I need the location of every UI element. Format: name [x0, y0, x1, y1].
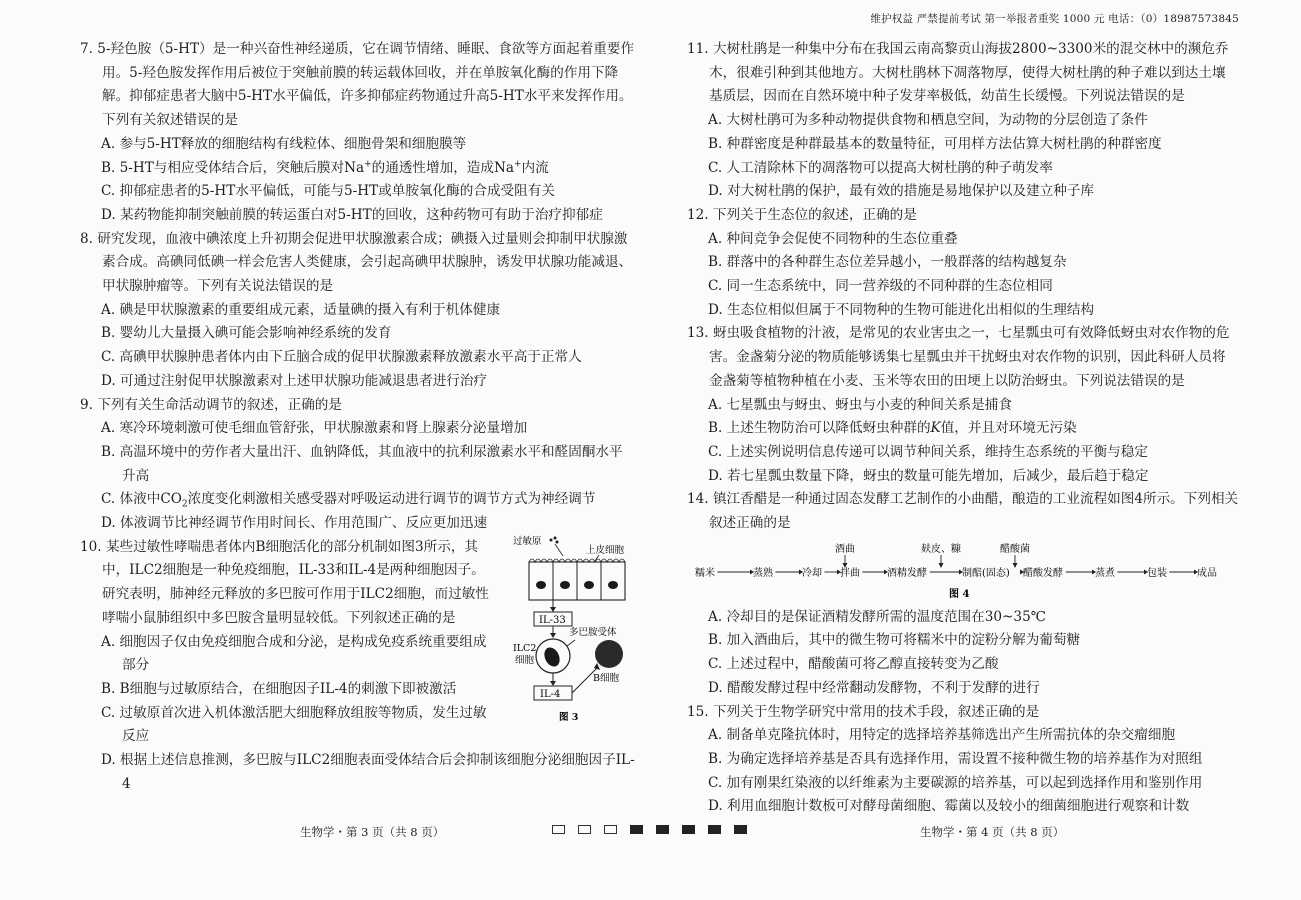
- q7-option-a: A. 参与5-HT释放的细胞结构有线粒体、细胞骨架和细胞膜等: [101, 135, 467, 152]
- right-column: [687, 38, 1239, 819]
- q8-option-c: C. 高碘甲状腺肿患者体内由下丘脑合成的促甲状腺激素释放激素水平高于正常人: [101, 349, 582, 366]
- q10-option-a: A. 细胞因子仅由免疫细胞合成和分泌，是构成免疫系统重要组成部分: [101, 633, 487, 674]
- fig3-bcell-label: B细胞: [593, 672, 619, 684]
- q13-b-post: 值，并且对环境无污染: [940, 420, 1077, 437]
- q12-option-c: C. 同一生态系统中，同一营养级的不同种群的生态位相同: [708, 278, 1053, 295]
- fig3-il4-label: IL-4: [540, 688, 561, 700]
- q9-c-pre: C. 体液中CO: [101, 491, 182, 508]
- flow-step: 冷却: [802, 567, 822, 579]
- fig3-epithelial-label: 上皮细胞: [586, 544, 625, 556]
- flow-step: 制醅(固态): [962, 567, 1010, 579]
- mark-solid: [708, 825, 721, 834]
- fig4-jiuqu-label: 酒曲: [835, 543, 855, 555]
- question-14: [687, 488, 1239, 700]
- fig3-caption: 图 3: [559, 711, 579, 723]
- q10-text: [80, 536, 498, 749]
- q11-option-b: B. 种群密度是种群最基本的数量特征，可用样方法估算大树杜鹃的种群密度: [708, 135, 1162, 152]
- q12-option-d: D. 生态位相似但属于不同物种的生物可能进化出相似的生理结构: [708, 301, 1095, 318]
- q12-option-b: B. 群落中的各种群生态位差异越小，一般群落的结构越复杂: [708, 254, 1067, 271]
- question-7: [80, 38, 635, 228]
- figure-3: [513, 534, 641, 724]
- q7-option-c: C. 抑郁症患者的5-HT水平偏低，可能与5-HT或单胺氧化酶的合成受阻有关: [101, 183, 555, 200]
- question-9: [80, 394, 635, 536]
- q8-option-b: B. 婴幼儿大量摄入碘可能会影响神经系统的发育: [101, 325, 392, 342]
- q9-option-c: [80, 488, 635, 512]
- q10-option-d: D. 根据上述信息推测，多巴胺与ILC2细胞表面受体结合后会抑制该细胞分泌细胞因子IL-4: [101, 752, 635, 792]
- fig3-cell-label: 细胞: [515, 654, 535, 666]
- flow-step: 糯米: [695, 567, 715, 579]
- q15-stem: 15. 下列关于生物学研究中常用的技术手段，叙述正确的是: [687, 703, 1040, 720]
- q15-option-d: D. 利用血细胞计数板可对酵母菌细胞、霉菌以及较小的细菌细胞进行观察和计数: [708, 798, 1190, 815]
- q11-option-c: C. 人工清除林下的凋落物可以提高大树杜鹃的种子萌发率: [708, 159, 1053, 176]
- flow-step: 酒精发酵: [887, 567, 927, 579]
- plus-sup: +: [364, 158, 372, 169]
- flow-step: 蒸熟: [753, 567, 773, 579]
- q13-option-c: C. 上述实例说明信息传递可以调节种间关系，维持生态系统的平衡与稳定: [708, 443, 1148, 460]
- q9-option-b: B. 高温环境中的劳作者大量出汗、血钠降低，其血液中的抗利尿激素水平和醛固酮水平升高: [101, 443, 623, 484]
- q11-option-a: A. 大树杜鹃可为多种动物提供食物和栖息空间，为动物的分层创造了条件: [708, 112, 1148, 129]
- q7-option-b: [80, 157, 635, 181]
- q13-b-pre: B. 上述生物防治可以降低蚜虫种群的: [708, 420, 931, 437]
- header-notice: 维护权益 严禁提前考试 第一举报者重奖 1000 元 电话：（0）18987573845: [870, 13, 1239, 25]
- q10-stem: 10. 某些过敏性哮喘患者体内B细胞活化的部分机制如图3所示，其中，ILC2细胞是一种免疫细胞，IL-33和IL-4是两种细胞因子。研究表明，肺神经元释放的多巴胺可作用于ILC2细胞，而过敏性哮喘小鼠肺组织中多巴胺含量明显较低。下列叙述正确的是: [80, 538, 489, 626]
- mark-hollow: [578, 825, 591, 834]
- question-13: [687, 322, 1239, 488]
- fig3-ilc2-label: ILC2: [513, 642, 537, 654]
- fig4-caption: 图 4: [949, 588, 970, 600]
- q8-option-a: A. 碘是甲状腺激素的重要组成元素，适量碘的摄入有利于机体健康: [101, 301, 501, 318]
- q15-option-a: A. 制备单克隆抗体时，用特定的选择培养基筛选出产生所需抗体的杂交瘤细胞: [708, 727, 1176, 744]
- fig3-il33-label: IL-33: [539, 614, 566, 626]
- q14-option-c: C. 上述过程中，醋酸菌可将乙醇直接转变为乙酸: [708, 656, 999, 673]
- q10-option-b: B. B细胞与过敏原结合，在细胞因子IL-4的刺激下即被激活: [101, 680, 457, 697]
- figure-4: [687, 542, 1239, 604]
- question-11: [687, 38, 1239, 204]
- plus-sup: +: [514, 158, 522, 169]
- mark-solid: [656, 825, 669, 834]
- q14-option-d: D. 醋酸发酵过程中经常翻动发酵物，不利于发酵的进行: [708, 679, 1040, 696]
- q9-stem: 9. 下列有关生命活动调节的叙述，正确的是: [80, 396, 342, 413]
- q11-stem: 11. 大树杜鹃是一种集中分布在我国云南高黎贡山海拔2800~3300米的混交林中的濒危乔木，很难引种到其他地方。大树杜鹃林下凋落物厚，使得大树杜鹃的种子难以到达土壤基质层，因而在自然环境中种子发芽率极低，幼苗生长缓慢。下列说法错误的是: [687, 41, 1229, 105]
- q7-b-post: 内流: [521, 159, 549, 176]
- flow-diagram: [687, 542, 1239, 604]
- q8-option-d: D. 可通过注射促甲状腺激素对上述甲状腺功能减退患者进行治疗: [101, 372, 488, 389]
- q14-option-b: B. 加入酒曲后，其中的微生物可将糯米中的淀粉分解为葡萄糖: [708, 632, 1081, 649]
- q7-b-mid: 的通透性增加，造成Na: [371, 159, 514, 176]
- epithelial-cells: [529, 559, 625, 600]
- flow-step: 成品: [1197, 567, 1217, 579]
- mark-hollow: [604, 825, 617, 834]
- q7-option-d: D. 某药物能抑制突触前膜的转运蛋白对5-HT的回收，这种药物可有助于治疗抑郁症: [101, 206, 603, 223]
- question-15: [687, 701, 1239, 820]
- q13-option-a: A. 七星瓢虫与蚜虫、蚜虫与小麦的种间关系是捕食: [708, 396, 1012, 413]
- mark-hollow: [552, 825, 565, 834]
- fig4-fupi-label: 麸皮、糠: [921, 543, 961, 555]
- mark-solid: [682, 825, 695, 834]
- question-8: [80, 228, 635, 394]
- left-column: [80, 38, 635, 797]
- q9-c-post: 浓度变化刺激相关感受器对呼吸运动进行调节的调节方式为神经调节: [187, 491, 596, 508]
- q14-option-a: A. 冷却目的是保证酒精发酵所需的温度范围在30~35℃: [708, 608, 1046, 625]
- q9-option-d: D. 体液调节比神经调节作用时间长、作用范围广、反应更加迅速: [101, 515, 488, 532]
- q11-option-d: D. 对大树杜鹃的保护，最有效的措施是易地保护以及建立种子库: [708, 183, 1095, 200]
- page-marks: [552, 825, 747, 834]
- footer-page-3: 生物学・第 3 页（共 8 页）: [300, 825, 445, 839]
- flow-step: 拌曲: [840, 567, 860, 579]
- q10-option-c: C. 过敏原首次进入机体激活肥大细胞释放组胺等物质，发生过敏反应: [101, 704, 487, 745]
- q15-option-b: B. 为确定选择培养基是否具有选择作用，需设置不接种微生物的培养基作为对照组: [708, 750, 1203, 767]
- q8-stem: 8. 研究发现，血液中碘浓度上升初期会促进甲状腺激素合成；碘摄入过量则会抑制甲状腺激素合成。高碘同低碘一样会危害人类健康，会引起高碘甲状腺肿，诱发甲状腺功能减退、甲状腺肿瘤等。下列有关说法错误的是: [80, 230, 633, 295]
- two-sub: 2: [181, 500, 188, 511]
- q13-option-d: D. 若七星瓢虫数量下降，蚜虫的数量可能先增加，后减少，最后趋于稳定: [708, 467, 1149, 484]
- fig4-cusuanjun-label: 醋酸菌: [1000, 543, 1030, 555]
- flow-step: 蒸煮: [1095, 567, 1115, 579]
- question-12: [687, 204, 1239, 323]
- q7-b-pre: B. 5-HT与相应受体结合后，突触后膜对Na: [101, 159, 365, 176]
- q13-stem: 13. 蚜虫吸食植物的汁液，是常见的农业害虫之一，七星瓢虫可有效降低蚜虫对农作物的危害。金盏菊分泌的物质能够诱集七星瓢虫并干扰蚜虫对农作物的识别，因此科研人员将金盏菊等植物种植在小麦、玉米等农田的田埂上以防治蚜虫。下列说法错误的是: [687, 325, 1230, 389]
- q9-option-a: A. 寒冷环境刺激可使毛细血管舒张，甲状腺激素和肾上腺素分泌量增加: [101, 420, 528, 437]
- q14-stem: 14. 镇江香醋是一种通过固态发酵工艺制作的小曲醋，酿造的工业流程如图4所示。下列相关叙述正确的是: [687, 491, 1239, 532]
- flow-step: 包装: [1147, 567, 1167, 579]
- flow-step: 醋酸发酵: [1023, 567, 1063, 579]
- q12-option-a: A. 种间竞争会促使不同物种的生态位重叠: [708, 230, 958, 247]
- q13-b-k: K: [930, 420, 941, 437]
- fig3-allergen-label: 过敏原: [513, 535, 542, 547]
- footer-page-4: 生物学・第 4 页（共 8 页）: [920, 825, 1065, 839]
- mark-solid: [630, 825, 643, 834]
- q13-option-b: [687, 417, 1239, 441]
- q12-stem: 12. 下列关于生态位的叙述，正确的是: [687, 206, 917, 223]
- fig3-dopamine-receptor-label: 多巴胺受体: [569, 626, 617, 638]
- q15-option-c: C. 加有刚果红染液的以纤维素为主要碳源的培养基，可以起到选择作用和鉴别作用: [708, 774, 1203, 791]
- mark-solid: [734, 825, 747, 834]
- q7-stem: 7. 5-羟色胺（5-HT）是一种兴奋性神经递质，它在调节情绪、睡眠、食欲等方面起着重要作用。5-羟色胺发挥作用后被位于突触前膜的转运载体回收，并在单胺氧化酶的作用下降解。抑郁症患者大脑中5-HT水平偏低，许多抑郁症药物通过升高5-HT水平来发挥作用。下列有关叙述错误的是: [80, 41, 635, 129]
- question-10: [80, 536, 635, 797]
